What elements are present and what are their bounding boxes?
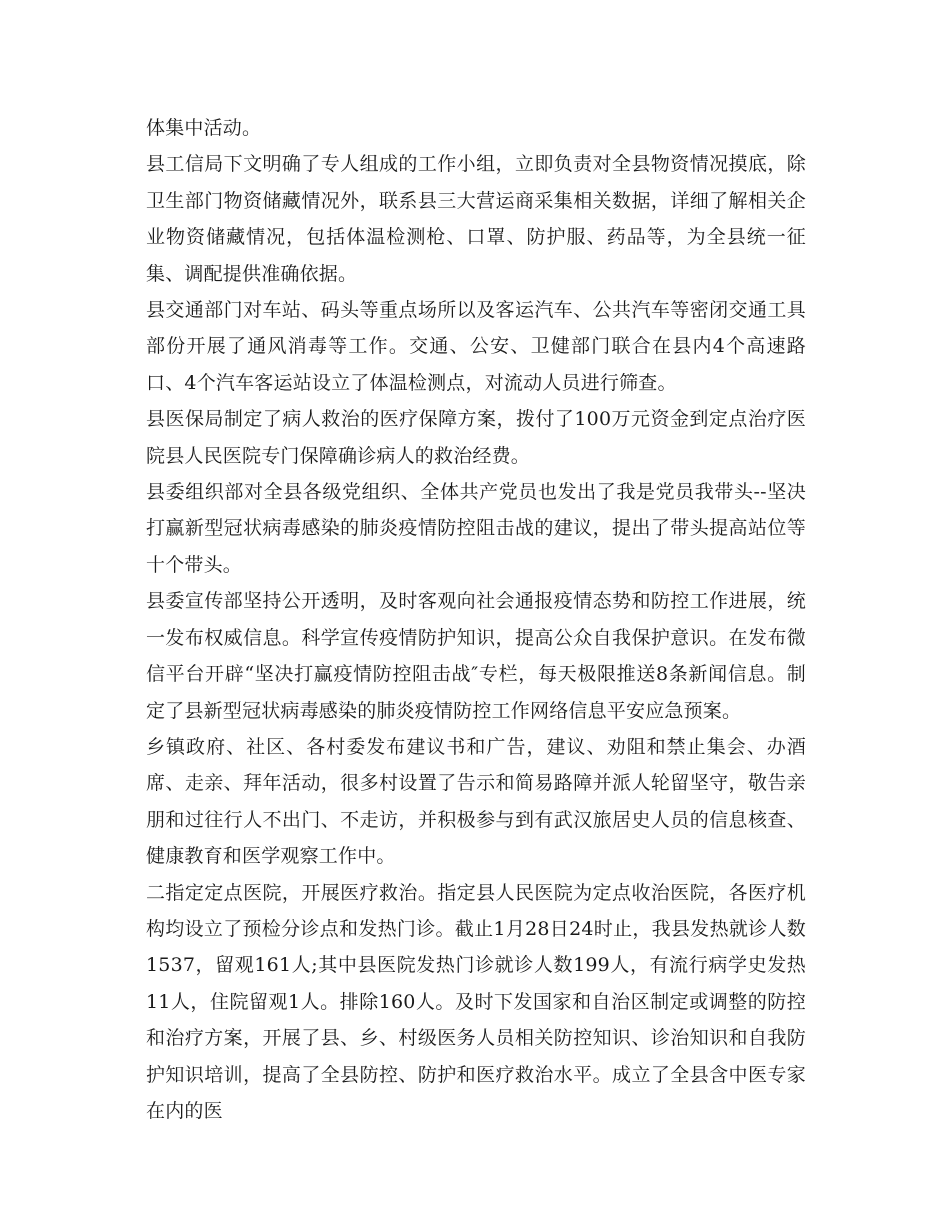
paragraph-1: 体集中活动。 [146,117,262,139]
paragraph-5: 县委组织部对全县各级党组织、全体共产党员也发出了我是党员我带头--坚决打赢新型冠状病毒感染的肺炎疫情防控阻击战的建议，提出了带头提高站位等十个带头。 [146,481,806,576]
paragraph-6: 县委宣传部坚持公开透明，及时客观向社会通报疫情态势和防控工作进展，统一发布权威信息。科学宣传疫情防护知识，提高公众自我保护意识。在发布微信平台开辟“坚决打赢疫情防控阻击战″专栏，每天极限推送8条新闻信息。制定了县新型冠状病毒感染的肺炎疫情防控工作网络信息平安应急预案。 [146,590,806,722]
paragraph-8: 二指定定点医院，开展医疗救治。指定县人民医院为定点收治医院，各医疗机构均设立了预检分诊点和发热门诊。截止1月28日24时止，我县发热就诊人数1537，留观161人;其中县医院发热门诊就诊人数199人，有流行病学史发热11人，住院留观1人。排除160人。及时下发国家和自治区制定或调整的防控和治疗方案，开展了县、乡、村级医务人员相关防控知识、诊治知识和自我防护知识培训，提高了全县防控、防护和医疗救治水平。成立了全县含中医专家在内的医 [146,881,806,1122]
paragraph-7: 乡镇政府、社区、各村委发布建议书和广告，建议、劝阻和禁止集会、办酒席、走亲、拜年活动，很多村设置了告示和简易路障并派人轮留坚守，敬告亲朋和过往行人不出门、不走访，并积极参与到有武汉旅居史人员的信息核查、健康教育和医学观察工作中。 [146,735,806,868]
paragraph-2: 县工信局下文明确了专人组成的工作小组，立即负责对全县物资情况摸底，除卫生部门物资储藏情况外，联系县三大营运商采集相关数据，详细了解相关企业物资储藏情况，包括体温检测枪、口罩、防护服、药品等，为全县统一征集、调配提供准确依据。 [146,153,806,285]
paragraph-3: 县交通部门对车站、码头等重点场所以及客运汽车、公共汽车等密闭交通工具部份开展了通风消毒等工作。交通、公安、卫健部门联合在县内4个高速路口、4个汽车客运站设立了体温检测点，对流动人员进行筛查。 [146,299,806,394]
document-body [146,110,806,1129]
paragraph-4: 县医保局制定了病人救治的医疗保障方案，拨付了100万元资金到定点治疗医院县人民医院专门保障确诊病人的救治经费。 [146,408,806,467]
